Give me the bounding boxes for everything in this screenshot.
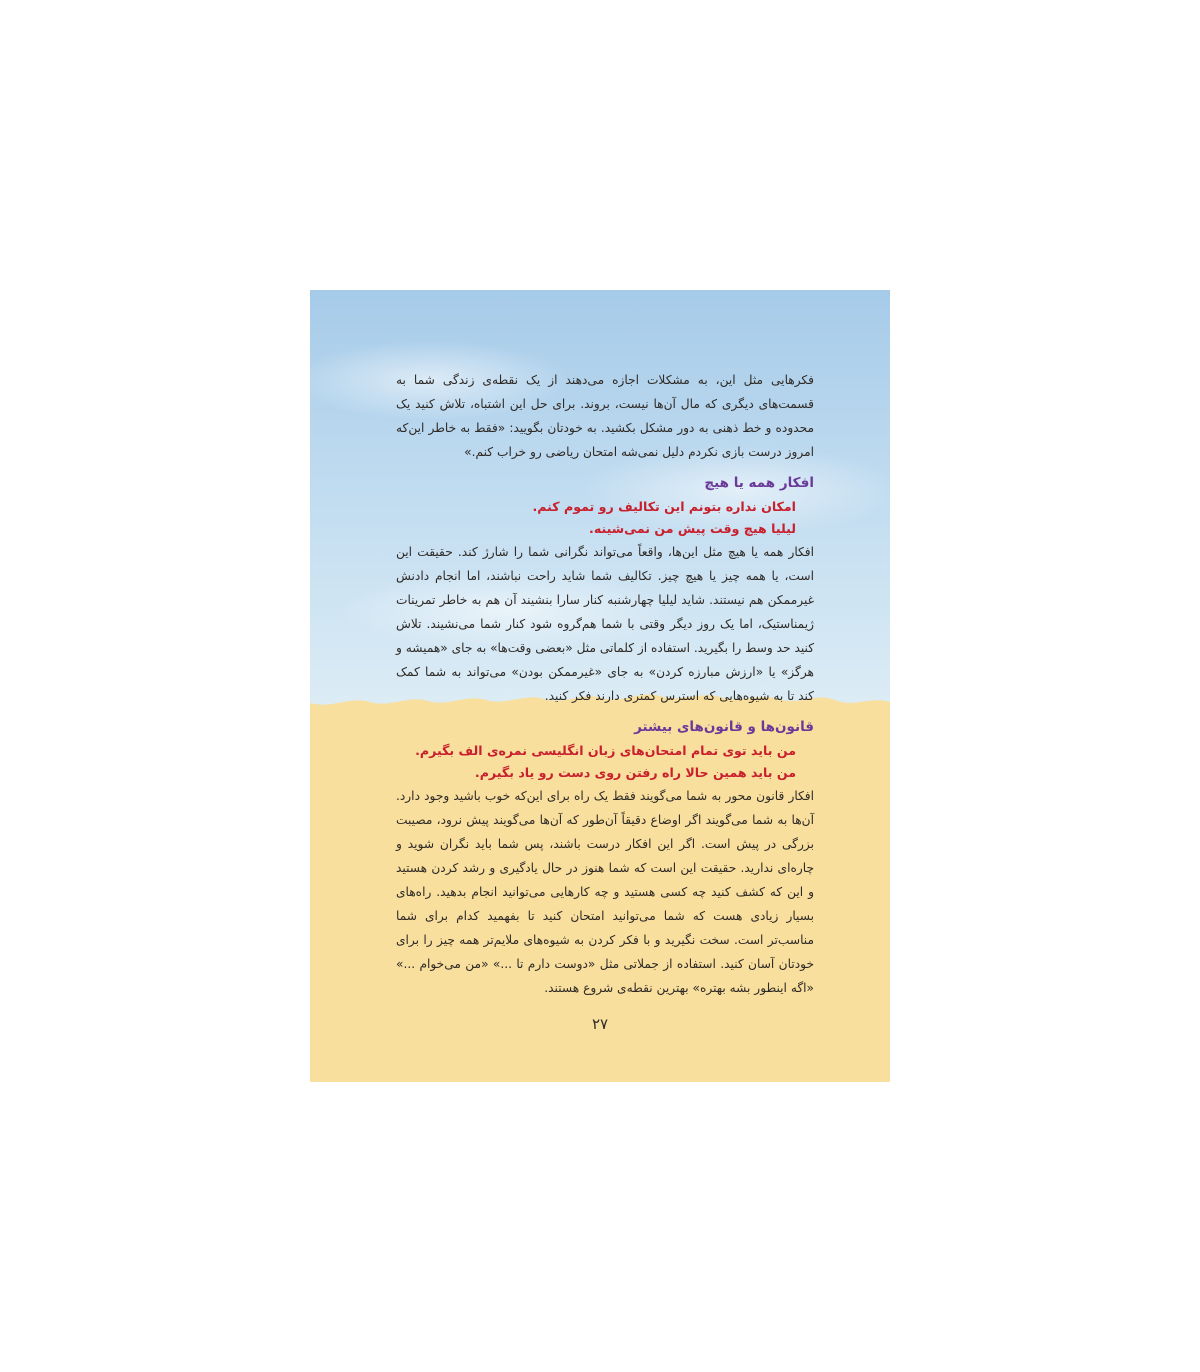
example-thought: من باید همین حالا راه رفتن روی دست رو یاد بگیرم. xyxy=(474,765,796,780)
section-heading-rules: قانون‌ها و قانون‌های بیشتر xyxy=(634,719,814,735)
intro-paragraph: فکرهایی مثل این، به مشکلات اجازه می‌دهند از یک نقطه‌ی زندگی شما به قسمت‌های دیگری که مال آن‌ها نیست، بروند. برای حل این اشتباه، تلاش کنید یک محدوده و خط ذهنی به دور مشکل بکشید. به خودتان بگویید: «فقط به خاطر این‌که امروز درست بازی نکردم دلیل نمی‌شه امتحان ریاضی رو خراب کنم.» xyxy=(396,373,814,459)
page-content xyxy=(396,368,814,1000)
example-thoughts-2 xyxy=(396,740,814,784)
example-thought: لیلیا هیچ وقت پیش من نمی‌شینه. xyxy=(589,521,796,536)
page-number: ۲۷ xyxy=(591,1015,609,1033)
rules-paragraph: افکار قانون محور به شما می‌گویند فقط یک راه برای این‌که خوب باشید وجود دارد. آن‌ها به شما می‌گویند اگر اوضاع دقیقاً آن‌طور که آن‌ها می‌گویند پیش نرود، مصیبت بزرگی در پیش است. اگر این افکار درست باشند، پس شما باید نگران شوید و چاره‌ای ندارید. حقیقت این است که شما هنوز در حال یادگیری و رشد کردن هستید و این که کشف کنید چه کسی هستید و چه کارهایی می‌توانید انجام بدهید. راه‌های بسیار زیادی هست که شما می‌توانید امتحان کنید تا بفهمید کدام برای شما مناسب‌تر است. سخت نگیرید و با فکر کردن به شیوه‌های ملایم‌تر همه چیز را برای خودتان آسان کنید. استفاده از جملاتی مثل «دوست دارم تا ...» «من می‌خوام ...» «اگه اینطور بشه بهتره» بهترین نقطه‌ی شروع هستند. xyxy=(396,789,814,995)
book-page xyxy=(310,290,890,1082)
all-or-nothing-paragraph: افکار همه یا هیچ مثل این‌ها، واقعاً می‌تواند نگرانی شما را شارژ کند. حقیقت این است، یا همه چیز یا هیچ چیز. تکالیف شما شاید راحت نباشند، اما انجام دادنش غیرممکن هم نیستند. شاید لیلیا چهارشنبه کنار سارا بنشیند آن هم به خاطر تمرینات ژیمناستیک، اما یک روز دیگر وقتی با شما هم‌گروه شود کنار شما می‌نشیند. تلاش کنید حد وسط را بگیرید. استفاده از کلماتی مثل «بعضی وقت‌ها» به جای «همیشه و هرگز» یا «ارزش مبارزه کردن» به جای «غیرممکن بودن» می‌تواند به شما کمک کند تا به شیوه‌هایی که استرس کمتری دارند فکر کنید. xyxy=(395,545,814,703)
example-thought: من باید توی تمام امتحان‌های زبان انگلیسی نمره‌ی الف بگیرم. xyxy=(415,743,796,758)
section-heading-all-or-nothing: افکار همه یا هیچ xyxy=(704,475,814,491)
example-thought: امکان نداره بتونم این تکالیف رو تموم کنم. xyxy=(532,499,796,514)
example-thoughts-1 xyxy=(396,496,814,540)
